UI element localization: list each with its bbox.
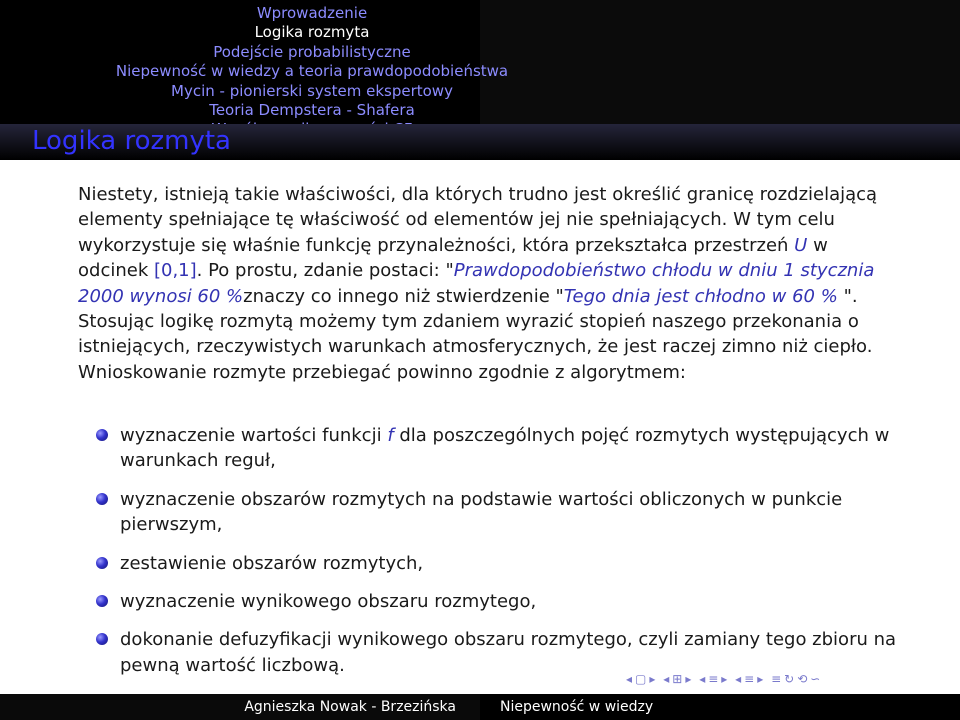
list-item-text: wyznaczenie wynikowego obszaru rozmytego,	[120, 591, 537, 613]
bullet-icon	[96, 429, 108, 441]
symbol-u: U	[794, 234, 808, 256]
list-item-text: wyznaczenie wartości funkcji	[120, 425, 388, 446]
quote-probability: Prawdopodobieństwo chłodu w dniu 1 stycznia 2000 wynosi 60 %	[78, 260, 875, 307]
nav-search-icon[interactable]: ⟲	[797, 672, 809, 686]
body-text-c: znaczy co innego niż stwierdzenie "	[243, 285, 564, 307]
bullet-icon	[96, 633, 108, 645]
body-paragraph	[78, 182, 898, 385]
toc-item-dempster-shafer[interactable]: Teoria Dempstera - Shafera	[209, 101, 415, 120]
nav-section-icon[interactable]: ≡	[744, 672, 756, 686]
nav-forward-icon[interactable]: ∽	[810, 672, 822, 686]
section-navigation	[0, 4, 624, 140]
nav-prev-slide-icon[interactable]: ◂	[626, 672, 634, 686]
nav-prev-section-icon[interactable]: ◂	[735, 672, 743, 686]
nav-prev-frame-icon[interactable]: ◂	[663, 672, 671, 686]
list-item-text: dokonanie defuzyfikacji wynikowego obszaru rozmytego, czyli zamiany tego zbioru na pewną wartość liczbową.	[120, 629, 897, 676]
nav-next-subsection-icon[interactable]: ▸	[721, 672, 729, 686]
nav-next-section-icon[interactable]: ▸	[757, 672, 765, 686]
list-item-text-post: dla poszczególnych pojęć rozmytych występujących w warunkach reguł,	[120, 425, 890, 472]
footer-author: Agnieszka Nowak - Brzezińska	[244, 699, 456, 715]
toc-item-logika-rozmyta[interactable]: Logika rozmyta	[254, 23, 370, 42]
beamer-navigation	[626, 672, 823, 688]
bullet-icon	[96, 557, 108, 569]
bullet-icon	[96, 493, 108, 505]
interval: [0,1]	[153, 260, 197, 282]
list-item-text: wyznaczenie obszarów rozmytych na podstawie wartości obliczonych w punkcie pierwszym,	[120, 488, 843, 536]
toc-item-mycin[interactable]: Mycin - pionierski system ekspertowy	[171, 81, 453, 100]
nav-back-icon[interactable]: ↻	[784, 672, 796, 686]
nav-toc-icon[interactable]: ≡	[771, 672, 783, 686]
nav-next-slide-icon[interactable]: ▸	[649, 672, 657, 686]
list-item	[78, 627, 898, 678]
slide-body	[78, 182, 898, 385]
list-item	[78, 423, 898, 474]
body-text-d: ". Stosując logikę rozmytą możemy tym zdaniem wyrazić stopień naszego przekonania o istniejących, rzeczywistych warunkach atmosferycznych, że jest raczej zimno niż ciepło. Wnioskowanie rozmyte przebiegać powinno zgodnie z algorytmem:	[78, 285, 873, 383]
toc-item-niepewnosc-teoria[interactable]: Niepewność w wiedzy a teoria prawdopodobieństwa	[115, 62, 509, 81]
algorithm-list	[78, 423, 898, 691]
list-item	[78, 551, 898, 576]
body-text-mid: w odcinek	[78, 234, 828, 282]
nav-prev-subsection-icon[interactable]: ◂	[699, 672, 707, 686]
symbol-f: f	[387, 425, 394, 446]
list-item-text: zestawienie obszarów rozmytych,	[120, 552, 424, 574]
nav-next-frame-icon[interactable]: ▸	[685, 672, 693, 686]
footer-bar	[0, 694, 960, 720]
toc-item-podejscie-probabilistyczne[interactable]: Podejście probabilistyczne	[213, 42, 411, 61]
bullet-icon	[96, 595, 108, 607]
nav-slide-icon[interactable]: ▢	[635, 672, 648, 686]
footer-left	[0, 694, 480, 720]
toc-item-wprowadzenie[interactable]: Wprowadzenie	[256, 4, 368, 22]
list-item	[78, 589, 898, 614]
footer-right	[480, 694, 960, 720]
frame-title: Logika rozmyta	[32, 126, 231, 156]
quote-cold: Tego dnia jest chłodno w 60 %	[563, 285, 838, 307]
body-text-b: . Po prostu, zdanie postaci: "	[196, 260, 454, 282]
list-item	[78, 487, 898, 538]
nav-subsection-icon[interactable]: ≡	[708, 672, 720, 686]
header-bar	[0, 0, 960, 124]
body-text-intro: Niestety, istnieją takie właściwości, dla których trudno jest określić granicę rozdzielającą elementy spełniające tę właściwość od elementów jej nie spełniających. W tym celu wykorzystuje się właśnie funkcję przynależności, która przekształca przestrzeń	[78, 184, 878, 256]
nav-frame-icon[interactable]: ⊞	[672, 672, 684, 686]
footer-topic: Niepewność w wiedzy	[500, 699, 654, 715]
